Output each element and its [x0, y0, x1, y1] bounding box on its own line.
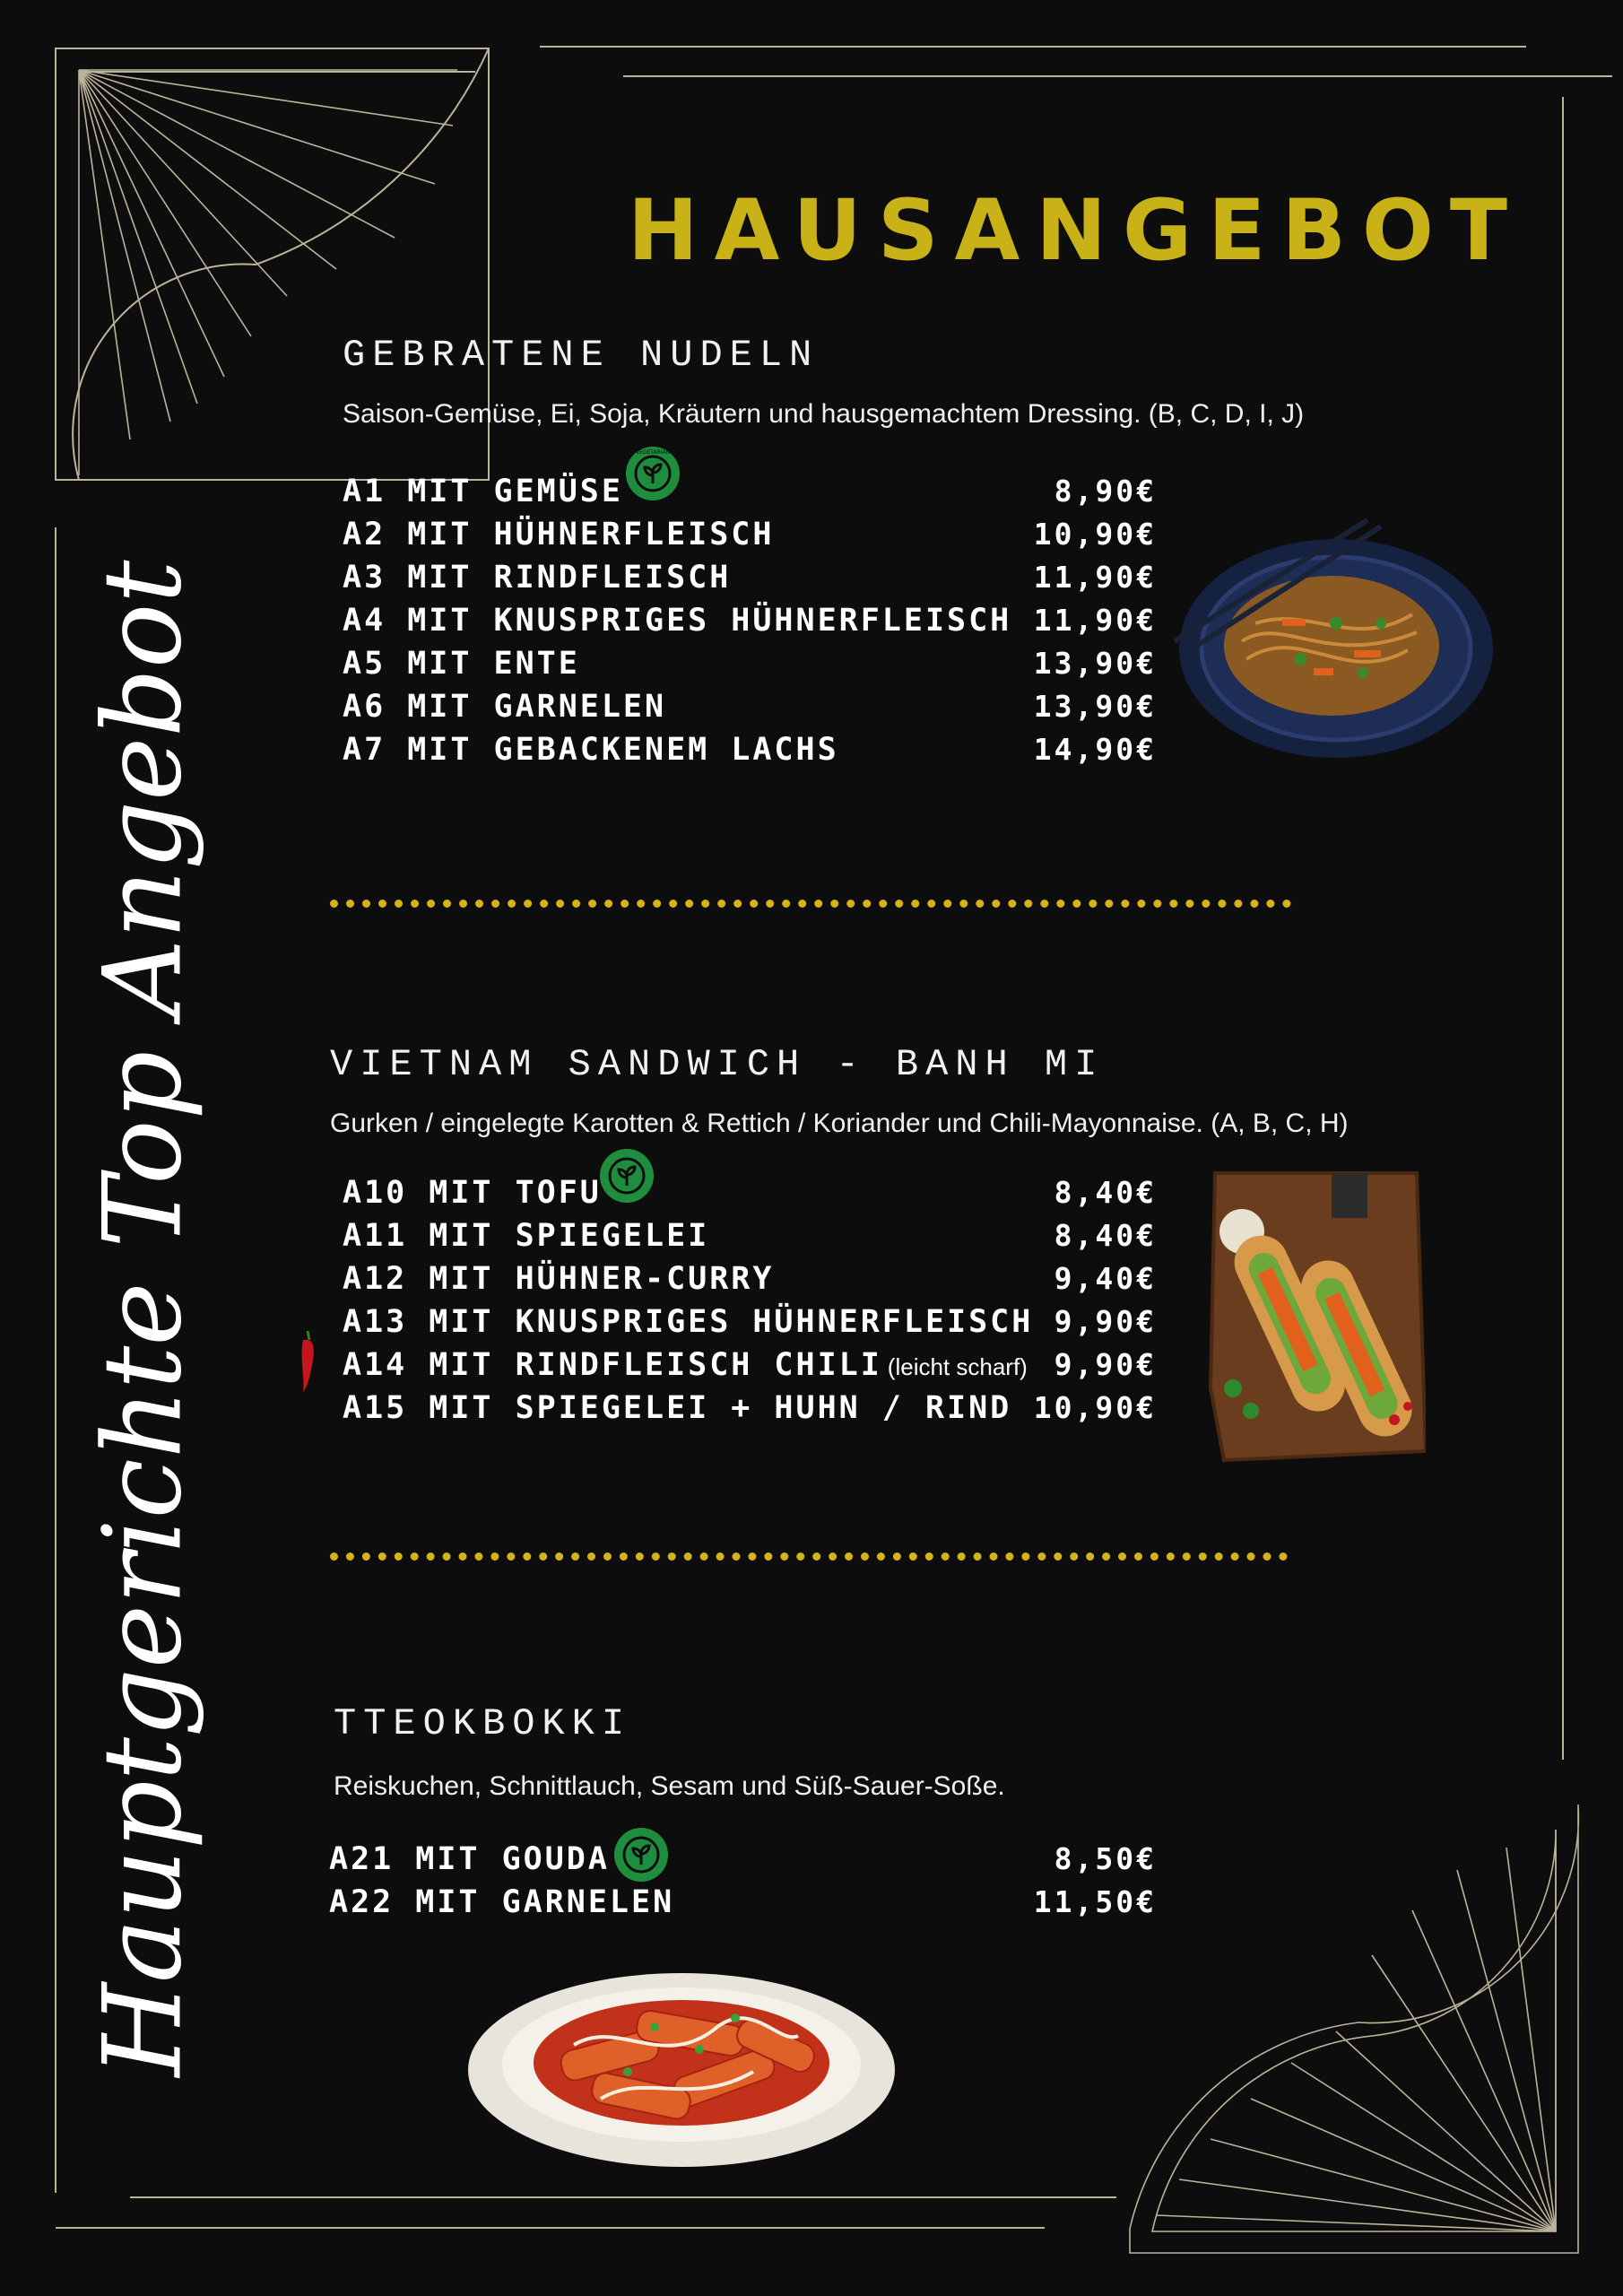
item-price: 10,90€ [1033, 517, 1157, 552]
section-description-nudeln: Saison-Gemüse, Ei, Soja, Kräutern und hausgemachtem Dressing. (B, C, D, I, J) [343, 399, 1305, 429]
item-price: 13,90€ [1033, 689, 1157, 724]
section-title-tteokbokki: TTEOKBOKKI [334, 1702, 632, 1745]
vegetarian-leaf-icon [613, 1827, 669, 1883]
menu-item [343, 556, 1157, 599]
item-name: A10 MIT TOFU [343, 1175, 602, 1211]
item-price: 8,90€ [1054, 474, 1157, 509]
menu-list-banh-mi [343, 1171, 1157, 1430]
banh-mi-board [1206, 1164, 1426, 1465]
menu-title: HAUSANGEBOT [628, 181, 1524, 280]
menu-item [343, 1214, 1157, 1257]
menu-item [343, 1300, 1157, 1344]
section-title-banh-mi: VIETNAM SANDWICH - BANH MI [330, 1043, 1105, 1086]
menu-item [343, 470, 1157, 513]
item-price: 9,90€ [1054, 1347, 1157, 1382]
item-name: A15 MIT SPIEGELEI + HUHN / RIND [343, 1390, 1012, 1426]
side-script-heading: Hauptgerichte Top Angebot [81, 560, 206, 2077]
item-name: A3 MIT RINDFLEISCH [343, 560, 732, 596]
item-price: 9,90€ [1054, 1304, 1157, 1339]
item-name: A1 MIT GEMÜSE [343, 474, 623, 509]
item-name: A4 MIT KNUSPRIGES HÜHNERFLEISCH [343, 603, 1012, 639]
menu-item [343, 1257, 1157, 1300]
menu-item [343, 1387, 1157, 1430]
item-name: A13 MIT KNUSPRIGES HÜHNERFLEISCH [343, 1304, 1034, 1340]
menu-item [343, 1344, 1157, 1387]
menu-item [343, 728, 1157, 771]
item-price: 8,40€ [1054, 1175, 1157, 1210]
item-price: 10,90€ [1033, 1390, 1157, 1425]
vegetarian-leaf-icon [599, 1148, 655, 1204]
chili-pepper-icon [296, 1329, 319, 1394]
menu-list-tteokbokki [329, 1838, 1157, 1924]
tteokbokki-plate [466, 1964, 897, 2170]
section-title-nudeln: GEBRATENE NUDELN [343, 334, 820, 377]
item-name: A21 MIT GOUDA [329, 1841, 610, 1877]
menu-item [343, 685, 1157, 728]
item-price: 11,50€ [1033, 1884, 1157, 1919]
item-name-text: A14 MIT RINDFLEISCH CHILI [343, 1347, 882, 1383]
item-name: A5 MIT ENTE [343, 646, 580, 682]
item-price: 8,40€ [1054, 1218, 1157, 1253]
item-price: 8,50€ [1054, 1841, 1157, 1876]
item-name: A12 MIT HÜHNER-CURRY [343, 1261, 775, 1297]
section-divider [330, 900, 1291, 908]
menu-item [343, 513, 1157, 556]
item-name: A7 MIT GEBACKENEM LACHS [343, 732, 839, 768]
menu-item [343, 599, 1157, 642]
vegetarian-leaf-icon [625, 446, 681, 501]
fried-noodles-plate [1157, 516, 1497, 767]
item-note: (leicht scharf) [887, 1353, 1028, 1380]
item-price: 9,40€ [1054, 1261, 1157, 1296]
section-description-tteokbokki: Reiskuchen, Schnittlauch, Sesam und Süß-Sauer-Soße. [334, 1771, 1005, 1801]
section-divider [330, 1552, 1288, 1561]
menu-item [329, 1881, 1157, 1924]
item-name: A11 MIT SPIEGELEI [343, 1218, 710, 1254]
item-name [343, 1344, 1028, 1388]
item-price: 13,90€ [1033, 646, 1157, 681]
section-description-banh-mi: Gurken / eingelegte Karotten & Rettich / Koriander und Chili-Mayonnaise. (A, B, C, H) [330, 1109, 1349, 1138]
menu-item [329, 1838, 1157, 1881]
menu-item [343, 1171, 1157, 1214]
item-price: 11,90€ [1033, 603, 1157, 638]
item-name: A6 MIT GARNELEN [343, 689, 667, 725]
item-name: A22 MIT GARNELEN [329, 1884, 675, 1920]
menu-list-nudeln [343, 470, 1157, 771]
item-name: A2 MIT HÜHNERFLEISCH [343, 517, 775, 552]
svg-text:VEGETARIAN: VEGETARIAN [635, 449, 671, 456]
menu-item [343, 642, 1157, 685]
item-price: 11,90€ [1033, 560, 1157, 595]
item-price: 14,90€ [1033, 732, 1157, 767]
